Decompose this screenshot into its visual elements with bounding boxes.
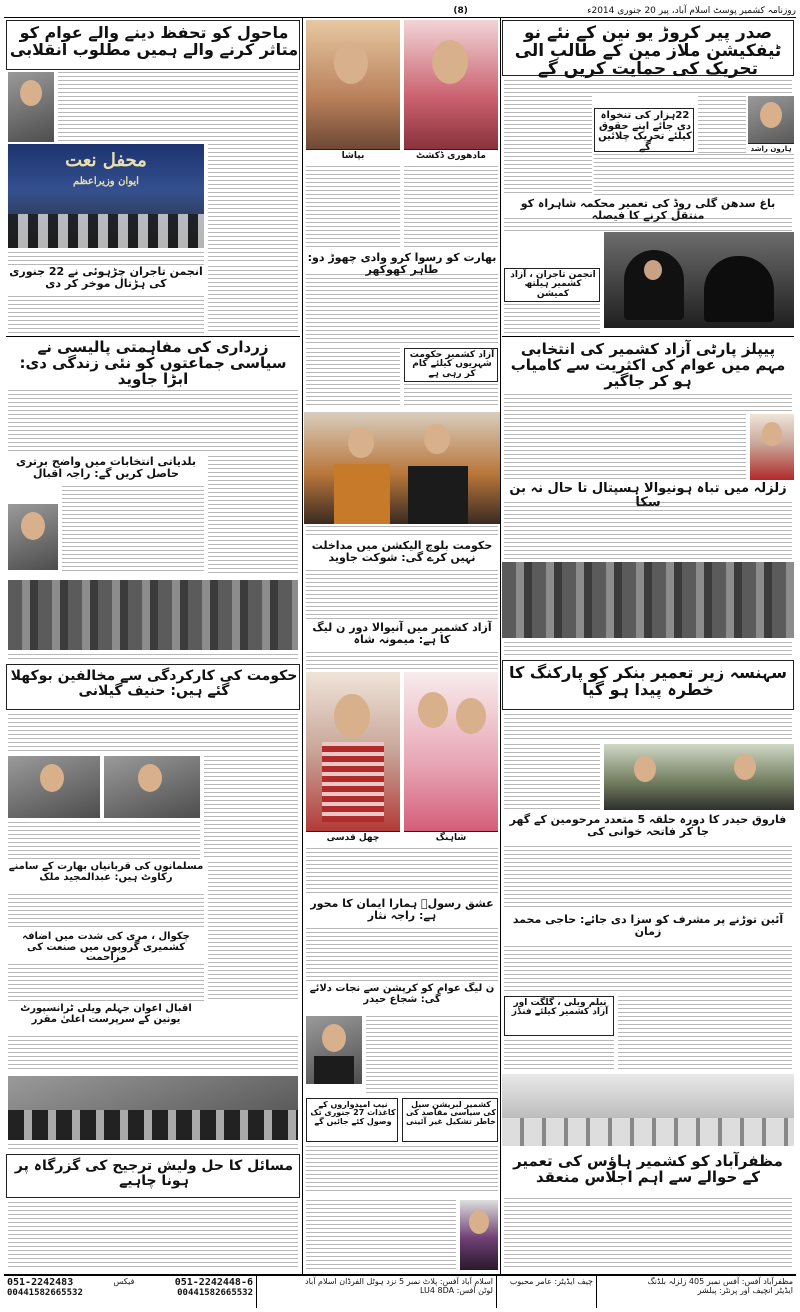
left-text-block-14 [208, 862, 298, 1002]
center-sub8-headline: نیب امیدواروں کے کاغذات 27 جنوری تک وصول کئے جائیں گے [310, 1100, 396, 1126]
center-text-block-2 [306, 166, 400, 250]
footer-office-1-text: اسلام آباد آفس: پلاٹ نمبر 5 نزد ہوٹل الفرڈان اسلام آباد [305, 1277, 493, 1286]
right-crowd-photo [502, 562, 794, 638]
left-bottom-headline: مسائل کا حل ولیش ترجیح کی گزرگاہ پر ہونا چاہیے [14, 1158, 294, 1189]
right-lead-text [504, 80, 792, 94]
right-bottom-headline: مظفرآباد کو کشمیر ہاؤس کی تعمیر کے حوالے سے اہم اجلاس منعقد [513, 1152, 783, 1186]
center-text-block-9 [306, 848, 498, 896]
right-text-block-7 [504, 414, 746, 480]
center-photo-4 [404, 672, 498, 844]
center-sub1-headline: بھارت کو رسوا کرو وادی چھوڑ دو: طاہر کھوکھر [307, 251, 497, 276]
right-sub1-headline: 22ہزار کی تنخواہ دی جائے اپنے حقوق کیلئے تحریک چلائیں گے [598, 110, 692, 153]
center-sub6-headline: ن لیگ عوام کو کرپشن سے نجات دلائے گی: شجاع حیدر [309, 983, 495, 1005]
left-text-block-5 [208, 266, 298, 334]
right-lead3-headline: سہنسہ زیر تعمیر بنکر کو پارکنگ کا خطرہ پیدا ہو گیا [508, 663, 788, 699]
center-text-block-11 [366, 1016, 498, 1096]
left-portrait-photo-2 [8, 504, 58, 570]
left-text-block-4 [8, 296, 204, 334]
left-text-block-18 [8, 1202, 298, 1270]
left-sub5-headline: اقبال اعوان جہلم ویلی ٹرانسپورٹ یونین کے سرپرست اعلیٰ مقرر [20, 1003, 192, 1025]
center-photo-4-caption: شاہنگ [404, 831, 498, 844]
left-event-photo [8, 144, 204, 248]
page-number: (8) [453, 5, 468, 16]
center-sub2-headline: آزاد کشمیر حکومت شہریوں کیلئے کام کر رہی ہے [409, 350, 495, 379]
left-lead2-headline: زرداری کی مفاہمتی پالیسی نے سیاسی جماعتوں کو نئی زندگی دی: ابڑا جاوید [19, 338, 287, 388]
right-portrait-photo [748, 96, 794, 154]
left-event-sub: ایوان وزیراعظم [73, 176, 139, 187]
right-text-block-14 [618, 996, 792, 1072]
center-sub2-box [404, 348, 498, 382]
left-text-block-17 [8, 1144, 298, 1152]
right-sub3-box [504, 268, 600, 302]
center-text-block-5 [404, 384, 498, 408]
right-text-block-13 [504, 946, 792, 994]
right-text-block-11 [504, 744, 600, 810]
footer-editor [496, 1276, 596, 1308]
right-text-block-3 [594, 154, 794, 198]
left-text-block-3 [8, 252, 204, 266]
newspaper-page [4, 4, 796, 1308]
center-text-block-8 [306, 652, 498, 670]
left-sub2-headline: بلدیاتی انتخابات میں واضح برتری حاصل کریں گے: راجہ اقبال [16, 455, 196, 480]
center-text-block-7 [306, 570, 498, 620]
footer-intl-1: 00441582665532 [7, 1288, 83, 1298]
center-text-block-10 [306, 928, 498, 982]
left-text-block-13 [8, 894, 204, 930]
left-sub4-headline: چکوال ، مری کی شدت میں اضافہ کشمیری گروپوں میں صنعت کی مزاحمت [22, 931, 190, 963]
center-bottom-portrait [460, 1200, 498, 1270]
right-group-photo [502, 1074, 794, 1146]
right-sub5-headline: نیلم ویلی ، گلگت اور آزاد کشمیر کیلئے فنڈز [511, 998, 609, 1018]
center-sub8-box [306, 1098, 398, 1142]
footer-intl-2: 00441582665532 [177, 1288, 253, 1298]
center-text-block-6 [306, 526, 498, 538]
left-crowd-photo [8, 580, 298, 650]
center-text-block-4 [306, 348, 400, 408]
right-text-block-12 [504, 846, 792, 910]
left-lead-box [6, 20, 300, 70]
center-photo-1-caption: مادھوری ڈکشٹ [404, 149, 498, 162]
right-lead2-headline: پیپلز پارٹی آزاد کشمیر کی انتخابی مہم میں عوام کی اکثریت سے کامیاب ہو کر جاگیر [510, 340, 786, 390]
right-text-block-16 [504, 1198, 792, 1270]
left-sub1-headline: انجمن تاجران چڑہوئی نے 22 جنوری کی ہڑتال موخر کر دی [9, 265, 203, 290]
center-portrait-photo [306, 1016, 362, 1084]
center-award-photo [304, 412, 500, 524]
footer-office-3-text: مظفرآباد آفس: آفس نمبر 405 زلزلہ بلڈنگ [647, 1277, 793, 1286]
left-text-block-6 [8, 390, 298, 454]
footer-office-3 [596, 1276, 796, 1308]
left-bottom-box [6, 1154, 300, 1198]
right-text-block-2 [504, 96, 592, 196]
right-quake-headline: زلزلہ میں تباہ ہونیوالا ہسپتال تا حال نہ بن سکا [509, 481, 787, 510]
left-text-block-16 [8, 1036, 298, 1072]
right-lead-headline: صدر پیر کروڑ یو نین کے نئے نو ٹیفکیشن ملاز مین کے طالب الی تحریک کی حمایت کریں گے [514, 23, 782, 79]
left-sub3-headline: مسلمانوں کی قربانیاں بھارت کے سامنے رکاوٹ ہیں: عبدالمجید ملک [8, 861, 204, 883]
right-sub3-headline: انجمن تاجران ، آزاد کشمیر ہیلتھ کمیشن [510, 270, 596, 299]
center-text-block-13 [306, 1200, 456, 1270]
left-text-block-8 [62, 486, 204, 574]
center-text-block-12 [306, 1146, 498, 1194]
right-meeting-photo [604, 744, 794, 810]
right-mid-headline: فاروق حیدر کا دورہ حلقہ 5 متعدد مرحومین کے گھر جا کر فاتحہ خوانی کی [509, 813, 787, 838]
left-text-block-12 [8, 822, 200, 860]
left-meeting-photo [8, 1076, 298, 1140]
right-sub4-headline: آئین توڑنے پر مشرف کو سزا دی جائے: حاجی محمد زمان [512, 913, 784, 938]
masthead-bar [4, 4, 796, 18]
center-text-block-1 [404, 166, 498, 250]
footer-fax-label: فیکس [113, 1277, 135, 1286]
left-lead3-box [6, 664, 300, 710]
right-text-block-10 [504, 714, 792, 740]
right-text-block-9 [504, 642, 792, 656]
right-text-block-5 [504, 304, 600, 334]
right-sub2-headline: باغ سدھن گلی روڈ کی تعمیر محکمہ شاہراہ کو منتقل کرنے کا فیصلہ [520, 197, 776, 222]
right-lead2-portrait [750, 414, 794, 480]
left-text-block-2 [208, 144, 298, 264]
center-text-block-3 [306, 274, 498, 344]
left-text-block-10 [8, 714, 298, 754]
masthead-newspaper-line: روزنامہ کشمیر پوسٹ اسلام آباد، پیر 20 جنوری 2014ء [587, 5, 796, 16]
center-sub4-headline: آزاد کشمیر میں آنیوالا دور ن لیگ کا ہے: میمونہ شاہ [312, 621, 492, 646]
right-lead-box [502, 20, 794, 79]
left-event-banner: محفل نعت [65, 150, 147, 171]
right-medical-photo [604, 232, 794, 328]
center-photo-2-caption: بپاشا [306, 149, 400, 162]
center-photo-3 [306, 672, 400, 844]
footer-bar [4, 1274, 796, 1308]
center-sub7-headline: کشمیر لبریشن سیل کی سیاسی مقاصد کی خاطر تشکیل غیر آئینی [405, 1100, 496, 1126]
right-text-block-6 [504, 394, 792, 412]
left-text-block-11 [204, 756, 298, 860]
right-text-block-1 [698, 96, 746, 154]
footer-editor-text: چیف ایڈیٹر: عامر محبوب [509, 1277, 593, 1286]
left-text-block-15 [8, 964, 204, 1002]
left-duo-photo-1 [8, 756, 100, 818]
center-sub7-box [402, 1098, 498, 1142]
left-lead3-headline: حکومت کی کارکردگی سے مخالفین بوکھلا گئے ہیں: حنیف گیلانی [10, 668, 298, 699]
left-portrait-photo [8, 72, 54, 142]
right-lead3-box [502, 660, 794, 710]
footer-publisher: ایڈیٹر انچیف اور پرنٹر: پبلشر [697, 1286, 793, 1295]
footer-phone-2: 051-2242448-6 [174, 1277, 253, 1288]
center-sub5-headline: عشق رسولؐ ہمارا ایمان کا محور ہے: راجہ نثار [310, 897, 494, 922]
left-text-block-7 [208, 456, 298, 574]
left-text-block-9 [8, 654, 298, 662]
center-photo-3-caption: چھل قدسی [306, 831, 400, 844]
left-duo-photo-2 [104, 756, 200, 818]
center-photo-2 [306, 20, 400, 162]
left-text-block-1 [58, 72, 298, 142]
footer-office-2-text: لوٹن آفس: LU4 8DA [419, 1286, 493, 1295]
right-text-block-8 [504, 502, 792, 560]
right-portrait-caption: ہارون راشد [748, 143, 794, 154]
footer-office-1 [256, 1276, 496, 1308]
right-text-block-15 [504, 1040, 614, 1072]
center-photo-1 [404, 20, 498, 162]
right-sub5-box [504, 996, 614, 1036]
footer-phones [4, 1276, 256, 1308]
center-sub3-headline: حکومت بلوچ الیکشن میں مداخلت نہیں کرے گی: شوکت جاوید [311, 539, 493, 564]
left-lead-headline: ماحول کو تحفظ دینے والے عوام کو متاثر کرنے والے ہمیں مطلوب انقلابی [9, 23, 299, 59]
right-sub1-box [594, 108, 694, 152]
footer-phone-1: 051-2242483 [7, 1277, 74, 1288]
